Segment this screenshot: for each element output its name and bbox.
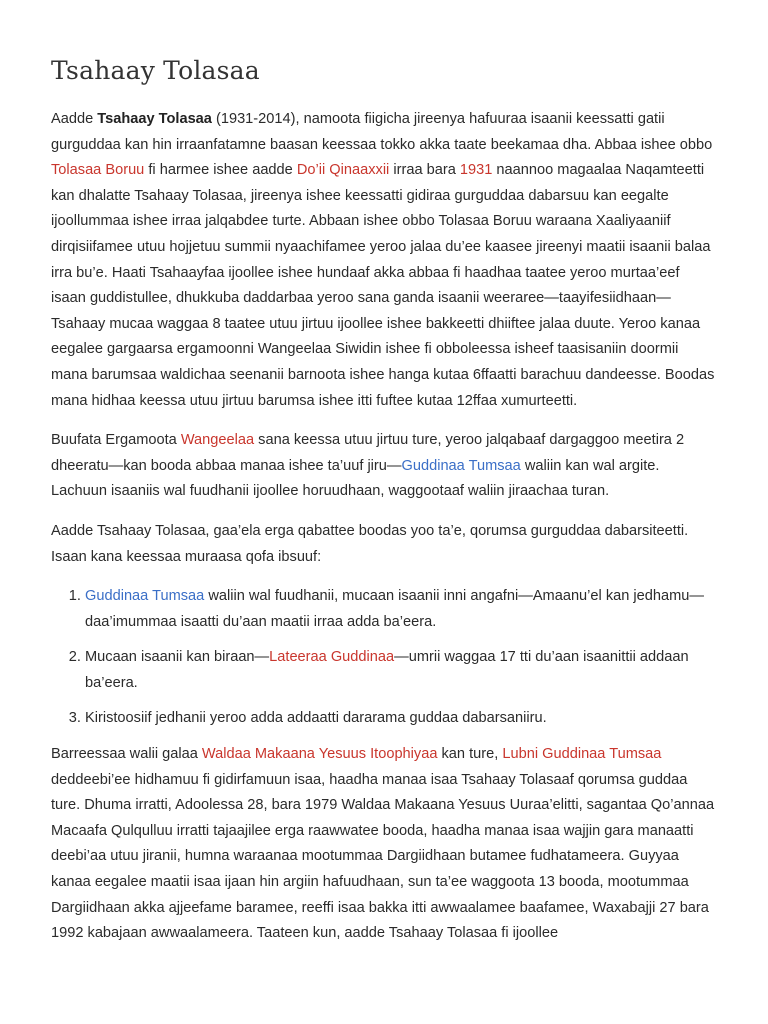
trials-intro-paragraph: Aadde Tsahaay Tolasaa, gaa’ela erga qabattee boodas yoo ta’e, qorumsa gurguddaa dabarsiteetti. Isaan kana keessaa muraasa qofa ibsuuf: — [51, 522, 689, 565]
p1-text-2: (1931-2014), namoota fiigicha jireenya hafuuraa isaanii keessatti gatii gurguddaa kan hin irraanfatamne baasan keessaa tokko akka taate beekamaa dha. Abbaa ishee obbo — [51, 111, 713, 153]
p2-text-1: Buufata Ergamoota — [51, 432, 181, 449]
trials-list — [51, 584, 718, 732]
p4-text-2: kan ture, — [437, 746, 503, 763]
p2-text-2: sana keessa utuu jirtuu ture, yeroo jalqabaaf dargaggoo meetira 2 dheeratu—kan booda abbaa manaa ishee ta’uuf jiru— — [51, 432, 685, 474]
mission-paragraph — [51, 428, 718, 505]
list-item — [85, 706, 718, 732]
list-item — [85, 584, 718, 635]
link-tolasaa-boruu[interactable]: Tolasaa Boruu — [51, 162, 145, 179]
link-guddinaa-tumsaa[interactable]: Guddinaa Tumsaa — [401, 457, 521, 474]
list-item — [85, 645, 718, 696]
list-item-1-text: waliin wal fuudhanii, mucaan isaanii inni angafni—Amaanu’el kan jedhamu—daa’imummaa isaatti du’aan maatii irraa adda ba’eera. — [85, 588, 704, 630]
p1-text-4: irraa bara — [389, 162, 460, 179]
p1-text-5: naannoo magaalaa Naqamteetti kan dhalatte Tsahaay Tolasaa, jireenya ishee keessatti gidiraa gurguddaa dabarsuu kan eegalte ijoollummaa ishee irraa jalqabdee turte. Abbaan ishee obbo Tolasaa Boruu waraana Xaaliyaaniif dirqisiifamee utuu hojjetuu summii nyaachifamee yeroo jalaa du’ee kaasee jireenyi maatii isaanii balaa irra bu’e. Haati Tsahaayfaa ijoollee ishee hundaaf akka abbaa fi haadhaa taatee yeroo murtaa’eef isaan guddistullee, dhukkuba daddarbaa yeroo sana ganda isaanii weeraree—taayifesiidhaan—Tsahaay mucaa waggaa 8 taatee utuu jirtuu ijoollee ishee bakkeetti dhiiftee jalaa duute. Yeroo kanaa eegalee gargaarsa ergamoonni Wangeelaa Siwidin ishee fi obboleessa isheef taasisaniin doormii mana barumsaa waldichaa seenanii barnoota ishee hanga kutaa 6ffaatti barachuu dandeesse. Boodas mana hidhaa keessa utuu jirtuu barumsa ishee itti fuftee kutaa 12ffaa xumurteetti. — [51, 162, 715, 409]
p1-text-3: fi harmee ishee aadde — [144, 162, 297, 179]
link-waldaa-makaana-yesuus[interactable]: Waldaa Makaana Yesuus Itoophiyaa — [201, 746, 438, 763]
list-item-3-text: Kiristoosiif jedhanii yeroo adda addaatti dararama guddaa dabarsaniiru. — [85, 710, 547, 727]
link-wangeelaa[interactable]: Wangeelaa — [180, 432, 255, 449]
list-item-2-text-2: —umrii waggaa 17 tti du’aan isaanittii addaan ba’eera. — [85, 649, 689, 691]
link-doii-qinaaxxii[interactable]: Do’ii Qinaaxxii — [296, 162, 390, 179]
link-guddinaa-tumsaa-list[interactable]: Guddinaa Tumsaa — [85, 588, 205, 605]
link-lubni-guddinaa-tumsaa[interactable]: Lubni Guddinaa Tumsaa — [502, 746, 662, 763]
intro-paragraph — [51, 107, 718, 414]
p4-text-3: deddeebi’ee hidhamuu fi gidirfamuun isaa, haadha manaa isaa Tsahaay Tolasaaf qorumsa guddaa ture. Dhuma irratti, Adoolessa 28, bara 1979 Waldaa Makaana Yesuus Uuraa’elitti, sagantaa Qo’annaa Macaafa Qulqulluu irratti tajaajilee erga raawwatee booda, haadha manaa isaa wajjin gara manaatti deebi’aa utuu jiranii, humna waraanaa mootummaa Dargiidhaan butamee fudhatameera. Guyyaa kanaa eegalee maatii isaa ijaan hin argiin hafuudhaan, sun ta’ee waggoota 13 booda, mootummaa Dargiidhaan akka ajjeefame baramee, reeffi isaa bakka itti awwaalamee baafamee, Waxabajji 27 bara 1992 kabajaan awwaalameera. Taateen kun, aadde Tsahaay Tolasaa fi ijoollee — [51, 771, 715, 942]
p4-text-1: Barreessaa walii galaa — [51, 746, 202, 763]
p2-text-3: waliin kan wal argite. Lachuun isaaniis wal fuudhanii ijoollee horuudhaan, waggootaaf waliin jiraachaa turan. — [51, 457, 660, 500]
link-year-1931[interactable]: 1931 — [459, 162, 493, 179]
page-title: Tsahaay Tolasaa — [51, 56, 260, 85]
subject-name: Tsahaay Tolasaa — [97, 111, 212, 127]
list-item-2-text-1: Mucaan isaanii kan biraan— — [85, 649, 270, 666]
link-lateeraa-guddinaa[interactable]: Lateeraa Guddinaa — [269, 649, 395, 666]
p1-text-1: Aadde — [51, 111, 98, 127]
abduction-paragraph — [51, 742, 718, 947]
